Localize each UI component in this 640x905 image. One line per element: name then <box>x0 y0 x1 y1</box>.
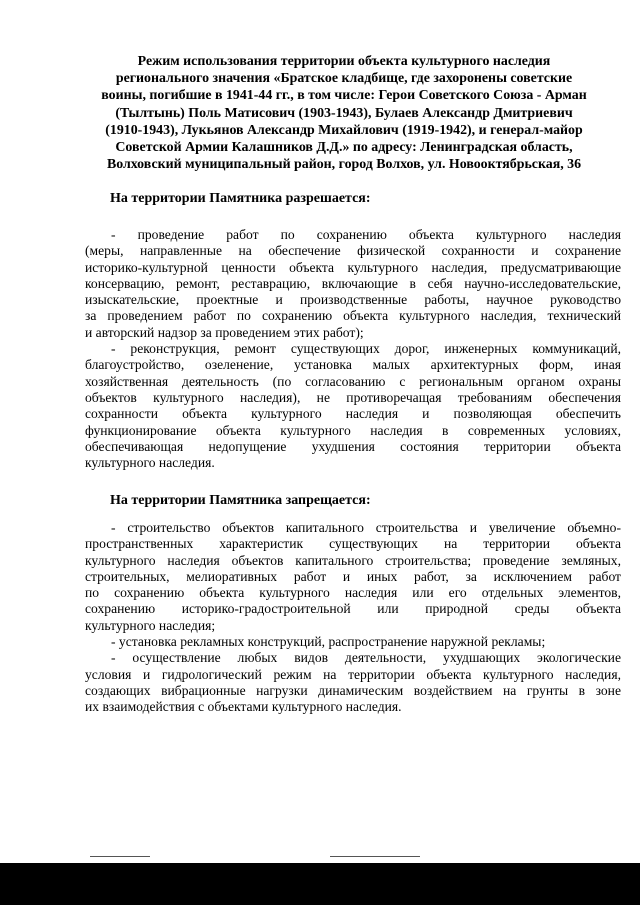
scan-bottom-border <box>0 863 640 905</box>
allowed-line: и авторский надзор за проведением этих работ); <box>85 324 364 340</box>
forbidden-section <box>85 520 621 716</box>
forbidden-line: культурного наследия; <box>85 617 216 633</box>
allowed-line: - реконструкция, ремонт существующих дорог, инженерных коммуникаций, <box>111 341 621 357</box>
forbidden-heading: На территории Памятника запрещается: <box>110 493 371 508</box>
allowed-line: сохранности объекта культурного наследия и позволяющая обеспечить <box>85 406 621 422</box>
forbidden-line: культурного наследия объектов капитального строительства; проведение земляных, <box>85 552 621 568</box>
allowed-line: - проведение работ по сохранению объекта культурного наследия <box>111 227 621 242</box>
allowed-line: (меры, направленные на обеспечение физической сохранности и сохранение <box>85 243 621 259</box>
allowed-line: хозяйственная деятельность (по согласованию с региональным органом охраны <box>85 373 621 389</box>
allowed-heading: На территории Памятника разрешается: <box>110 191 371 206</box>
allowed-line: культурного наследия. <box>85 455 215 471</box>
title-line: Волховский муниципальный район, город Волхов, ул. Новооктябрьская, 36 <box>106 157 582 173</box>
forbidden-line: создающих вибрационные нагрузки динамическим воздействием на грунты в зоне <box>85 682 621 698</box>
allowed-line: историко-культурной ценности объекта культурного наследия, предусматривающие <box>85 259 621 275</box>
forbidden-line: по сохранению объекта культурного наследия или его отдельных элементов, <box>85 585 621 601</box>
allowed-line: объектов культурного наследия), не противоречащая требованиям обеспечения <box>85 389 621 405</box>
title-line: Режим использования территории объекта культурного наследия <box>137 54 551 69</box>
title-line: воины, погибшие в 1941-44 гг., в том числе: Герои Советского Союза - Арман <box>101 88 587 104</box>
scan-artifact <box>330 856 420 857</box>
allowed-line: консервацию, ремонт, реставрацию, включающие в себя научно-исследовательские, <box>85 275 621 291</box>
forbidden-line: строительных, мелиоративных работ и иных работ, за исключением работ <box>85 568 621 584</box>
forbidden-line: - осуществление любых видов деятельности, ухудшающих экологические <box>111 650 621 666</box>
title-line: (1910-1943), Лукьянов Александр Михайлович (1919-1942), и генерал-майор <box>105 122 583 138</box>
allowed-line: изыскательские, проектные и производственные работы, научное руководство <box>85 292 621 308</box>
title-line: Советской Армии Калашников Д.Д.» по адресу: Ленинградская область, <box>115 140 573 156</box>
allowed-section <box>85 227 621 471</box>
title-line: регионального значения «Братское кладбище, где захоронены советские <box>115 71 573 87</box>
forbidden-line: их взаимодействия с объектами культурного наследия. <box>85 699 402 715</box>
forbidden-line: - строительство объектов капитального строительства и увеличение объемно- <box>111 520 621 535</box>
scan-artifact <box>90 856 150 857</box>
forbidden-line: условия и гидрологический режим на территории объекта культурного наследия, <box>85 666 621 682</box>
forbidden-line: пространственных характеристик существующих на территории объекта <box>85 536 621 552</box>
forbidden-line: сохранению историко-градостроительной или природной среды объекта <box>85 601 621 617</box>
allowed-line: за проведением работ по сохранению объекта культурного наследия, технический <box>85 308 621 324</box>
forbidden-line: - установка рекламных конструкций, распространение наружной рекламы; <box>111 634 546 650</box>
allowed-line: благоустройство, озеленение, установка малых архитектурных форм, иная <box>85 357 621 373</box>
document-title <box>82 53 606 173</box>
allowed-line: обеспечивающая недопущение ухудшения состояния территории объекта <box>85 438 621 454</box>
allowed-line: функционирование объекта культурного наследия в современных условиях, <box>85 422 621 438</box>
title-line: (Тылтынь) Поль Матисович (1903-1943), Булаев Александр Дмитриевич <box>115 105 573 121</box>
